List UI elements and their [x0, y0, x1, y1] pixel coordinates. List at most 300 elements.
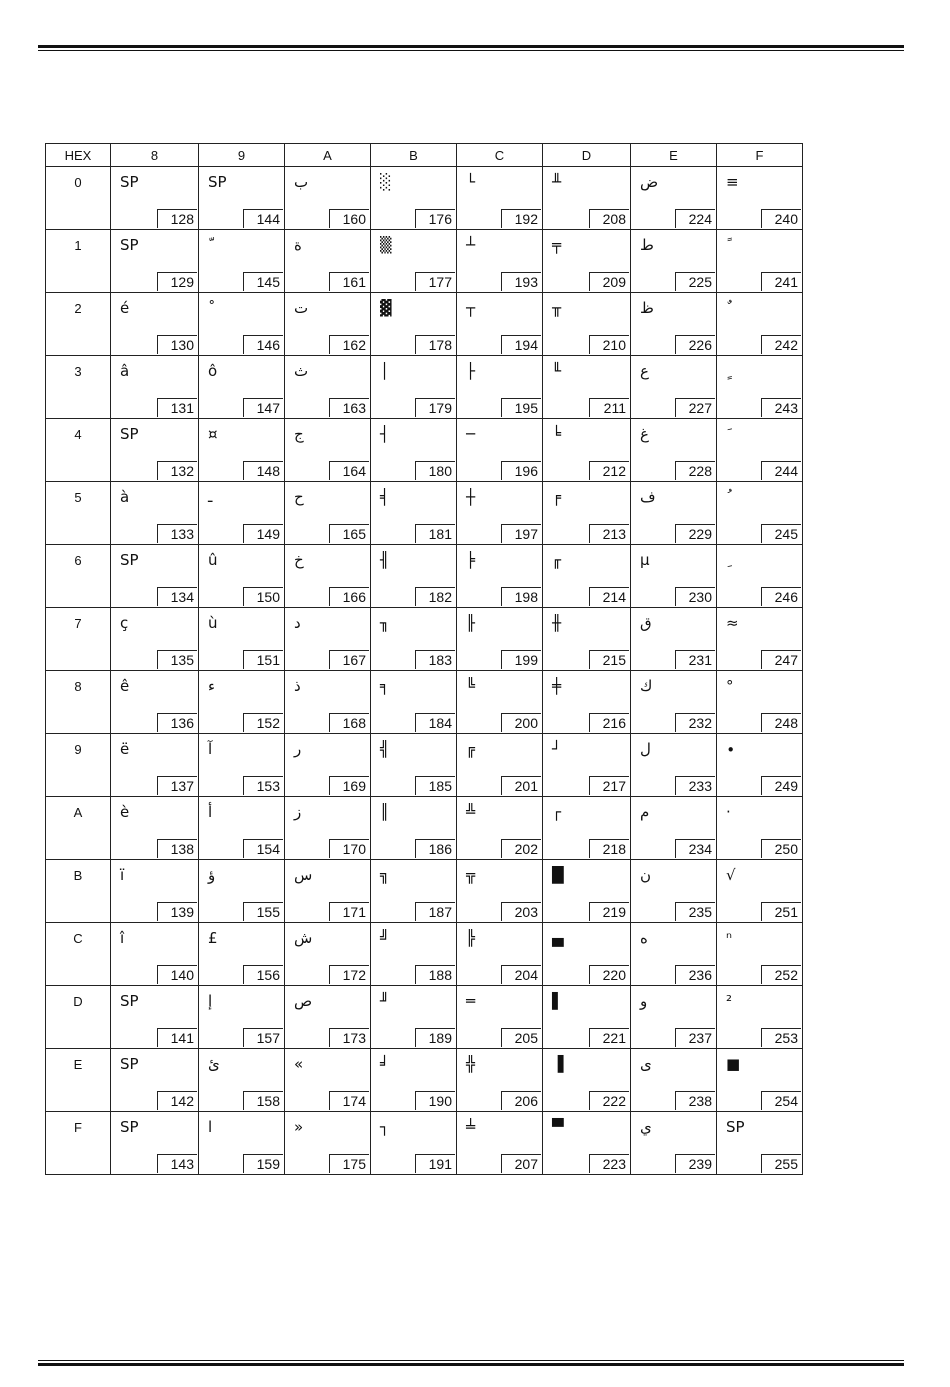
- char-glyph: ç: [120, 614, 129, 632]
- char-cell: [371, 860, 457, 923]
- decimal-code: 142: [157, 1091, 197, 1110]
- table-row: [46, 230, 803, 293]
- char-cell: [543, 482, 631, 545]
- char-cell: [285, 230, 371, 293]
- decimal-code: 166: [329, 587, 369, 606]
- char-glyph: ك: [640, 677, 653, 695]
- char-cell: [199, 986, 285, 1049]
- decimal-code: 177: [415, 272, 455, 291]
- char-cell: [371, 545, 457, 608]
- char-glyph: SP: [120, 173, 139, 191]
- row-hex-label: 2: [46, 293, 111, 356]
- decimal-code: 202: [501, 839, 541, 858]
- char-cell: [717, 419, 803, 482]
- char-glyph: è: [120, 803, 130, 821]
- char-cell: [199, 545, 285, 608]
- decimal-code: 160: [329, 209, 369, 228]
- char-cell: [631, 923, 717, 986]
- char-glyph: د: [294, 614, 301, 632]
- decimal-code: 144: [243, 209, 283, 228]
- row-hex-label: E: [46, 1049, 111, 1112]
- decimal-code: 156: [243, 965, 283, 984]
- decimal-code: 139: [157, 902, 197, 921]
- char-glyph: ┘: [552, 740, 562, 758]
- char-cell: [631, 545, 717, 608]
- decimal-code: 195: [501, 398, 541, 417]
- decimal-code: 216: [589, 713, 629, 732]
- decimal-code: 148: [243, 461, 283, 480]
- char-glyph: ≡: [726, 173, 739, 191]
- char-cell: [543, 797, 631, 860]
- decimal-code: 165: [329, 524, 369, 543]
- char-glyph: â: [120, 362, 130, 380]
- char-cell: [543, 419, 631, 482]
- table-row: [46, 734, 803, 797]
- char-cell: [285, 986, 371, 1049]
- column-header: A: [285, 144, 371, 167]
- char-cell: [199, 230, 285, 293]
- decimal-code: 170: [329, 839, 369, 858]
- char-cell: [717, 230, 803, 293]
- char-cell: [199, 356, 285, 419]
- char-cell: [111, 167, 199, 230]
- column-header: E: [631, 144, 717, 167]
- char-glyph: °: [726, 677, 734, 695]
- decimal-code: 141: [157, 1028, 197, 1047]
- decimal-code: 207: [501, 1154, 541, 1173]
- decimal-code: 201: [501, 776, 541, 795]
- char-cell: [111, 734, 199, 797]
- char-cell: [111, 671, 199, 734]
- char-glyph: ╝: [380, 929, 390, 947]
- char-cell: [457, 1049, 543, 1112]
- char-cell: [111, 986, 199, 1049]
- char-glyph: ط: [640, 236, 654, 254]
- char-glyph: ²: [726, 992, 733, 1010]
- char-cell: [371, 419, 457, 482]
- char-glyph: à: [120, 488, 130, 506]
- decimal-code: 155: [243, 902, 283, 921]
- char-glyph: ╜: [380, 992, 390, 1010]
- char-glyph: ╖: [380, 614, 390, 632]
- row-hex-label: 6: [46, 545, 111, 608]
- char-glyph: ┴: [466, 236, 476, 254]
- decimal-code: 189: [415, 1028, 455, 1047]
- char-cell: [111, 356, 199, 419]
- char-glyph: ┤: [380, 425, 390, 443]
- char-cell: [111, 1049, 199, 1112]
- char-glyph: ô: [208, 362, 218, 380]
- char-cell: [543, 293, 631, 356]
- char-cell: [199, 797, 285, 860]
- char-cell: [543, 167, 631, 230]
- char-cell: [285, 734, 371, 797]
- char-glyph: ▀: [552, 1118, 564, 1136]
- char-cell: [371, 356, 457, 419]
- char-cell: [457, 608, 543, 671]
- decimal-code: 159: [243, 1154, 283, 1173]
- decimal-code: 188: [415, 965, 455, 984]
- char-glyph: ░: [380, 173, 392, 191]
- decimal-code: 136: [157, 713, 197, 732]
- char-glyph: ├: [466, 362, 476, 380]
- decimal-code: 198: [501, 587, 541, 606]
- char-cell: [371, 230, 457, 293]
- char-cell: [717, 860, 803, 923]
- char-glyph: ض: [640, 173, 659, 191]
- decimal-code: 137: [157, 776, 197, 795]
- decimal-code: 133: [157, 524, 197, 543]
- char-cell: [543, 545, 631, 608]
- char-cell: [457, 419, 543, 482]
- char-glyph: آ: [208, 740, 213, 758]
- decimal-code: 128: [157, 209, 197, 228]
- char-glyph: ╙: [552, 362, 562, 380]
- char-glyph: ن: [640, 866, 652, 884]
- char-cell: [371, 167, 457, 230]
- char-cell: [199, 923, 285, 986]
- decimal-code: 242: [761, 335, 801, 354]
- decimal-code: 238: [675, 1091, 715, 1110]
- decimal-code: 175: [329, 1154, 369, 1173]
- decimal-code: 224: [675, 209, 715, 228]
- char-glyph: ت: [294, 299, 309, 317]
- decimal-code: 210: [589, 335, 629, 354]
- decimal-code: 223: [589, 1154, 629, 1173]
- decimal-code: 252: [761, 965, 801, 984]
- decimal-code: 246: [761, 587, 801, 606]
- decimal-code: 140: [157, 965, 197, 984]
- decimal-code: 179: [415, 398, 455, 417]
- char-glyph: µ: [640, 551, 650, 569]
- char-glyph: ║: [380, 803, 390, 821]
- decimal-code: 212: [589, 461, 629, 480]
- decimal-code: 145: [243, 272, 283, 291]
- char-glyph: ج: [294, 425, 304, 443]
- decimal-code: 213: [589, 524, 629, 543]
- decimal-code: 255: [761, 1154, 801, 1173]
- char-glyph: ╧: [466, 1118, 476, 1136]
- decimal-code: 134: [157, 587, 197, 606]
- row-hex-label: 3: [46, 356, 111, 419]
- char-glyph: ë: [120, 740, 130, 758]
- char-glyph: ╞: [466, 551, 476, 569]
- char-glyph: ╫: [552, 614, 562, 632]
- decimal-code: 178: [415, 335, 455, 354]
- hex-column-header: HEX: [46, 144, 111, 167]
- char-glyph: ╦: [466, 866, 476, 884]
- char-glyph: ù: [208, 614, 218, 632]
- char-glyph: ╕: [380, 677, 390, 695]
- char-glyph: ┐: [380, 1118, 390, 1136]
- decimal-code: 237: [675, 1028, 715, 1047]
- decimal-code: 219: [589, 902, 629, 921]
- char-cell: [111, 1112, 199, 1175]
- table-row: [46, 797, 803, 860]
- bottom-rule-thin: [38, 1360, 904, 1361]
- char-cell: [285, 860, 371, 923]
- char-cell: [717, 608, 803, 671]
- row-hex-label: C: [46, 923, 111, 986]
- decimal-code: 157: [243, 1028, 283, 1047]
- char-glyph: ╬: [466, 1055, 476, 1073]
- char-cell: [543, 1049, 631, 1112]
- decimal-code: 183: [415, 650, 455, 669]
- char-cell: [631, 419, 717, 482]
- char-glyph: ≈: [726, 614, 739, 632]
- decimal-code: 150: [243, 587, 283, 606]
- char-cell: [111, 482, 199, 545]
- char-cell: [371, 986, 457, 1049]
- char-glyph: │: [380, 362, 390, 380]
- char-glyph: «: [294, 1055, 304, 1073]
- decimal-code: 244: [761, 461, 801, 480]
- top-rule-thin: [38, 50, 904, 51]
- decimal-code: 163: [329, 398, 369, 417]
- char-cell: [457, 356, 543, 419]
- decimal-code: 180: [415, 461, 455, 480]
- decimal-code: 218: [589, 839, 629, 858]
- char-cell: [457, 545, 543, 608]
- char-glyph: ـ: [208, 488, 213, 506]
- char-glyph: ع: [640, 362, 649, 380]
- table-row: [46, 419, 803, 482]
- char-glyph: ا: [208, 1118, 213, 1136]
- char-cell: [111, 860, 199, 923]
- decimal-code: 135: [157, 650, 197, 669]
- decimal-code: 182: [415, 587, 455, 606]
- decimal-code: 206: [501, 1091, 541, 1110]
- char-cell: [371, 923, 457, 986]
- char-cell: [543, 986, 631, 1049]
- decimal-code: 240: [761, 209, 801, 228]
- decimal-code: 161: [329, 272, 369, 291]
- column-header: 9: [199, 144, 285, 167]
- decimal-code: 181: [415, 524, 455, 543]
- char-glyph: ق: [640, 614, 652, 632]
- decimal-code: 197: [501, 524, 541, 543]
- decimal-code: 254: [761, 1091, 801, 1110]
- char-cell: [631, 797, 717, 860]
- char-glyph: £: [208, 929, 218, 947]
- decimal-code: 236: [675, 965, 715, 984]
- decimal-code: 164: [329, 461, 369, 480]
- decimal-code: 217: [589, 776, 629, 795]
- decimal-code: 199: [501, 650, 541, 669]
- char-cell: [199, 482, 285, 545]
- char-cell: [457, 293, 543, 356]
- decimal-code: 225: [675, 272, 715, 291]
- table-row: [46, 293, 803, 356]
- row-hex-label: F: [46, 1112, 111, 1175]
- table-row: [46, 608, 803, 671]
- char-glyph: ┌: [552, 803, 562, 821]
- char-glyph: ز: [294, 803, 302, 821]
- decimal-code: 253: [761, 1028, 801, 1047]
- decimal-code: 249: [761, 776, 801, 795]
- char-cell: [457, 734, 543, 797]
- char-cell: [199, 167, 285, 230]
- char-glyph: م: [640, 803, 650, 821]
- char-cell: [457, 167, 543, 230]
- char-cell: [717, 356, 803, 419]
- char-glyph: ▓: [380, 299, 392, 317]
- decimal-code: 222: [589, 1091, 629, 1110]
- char-cell: [457, 1112, 543, 1175]
- char-cell: [631, 356, 717, 419]
- char-cell: [631, 734, 717, 797]
- char-cell: [717, 293, 803, 356]
- char-cell: [371, 671, 457, 734]
- char-cell: [111, 293, 199, 356]
- char-cell: [543, 923, 631, 986]
- table-row: [46, 671, 803, 734]
- char-cell: [285, 293, 371, 356]
- char-glyph: ═: [466, 992, 476, 1010]
- char-cell: [111, 923, 199, 986]
- char-glyph: SP: [208, 173, 227, 191]
- char-glyph: غ: [640, 425, 649, 443]
- char-glyph: ث: [294, 362, 309, 380]
- char-cell: [111, 230, 199, 293]
- decimal-code: 247: [761, 650, 801, 669]
- decimal-code: 215: [589, 650, 629, 669]
- decimal-code: 153: [243, 776, 283, 795]
- decimal-code: 200: [501, 713, 541, 732]
- row-hex-label: 4: [46, 419, 111, 482]
- char-glyph: SP: [120, 1055, 139, 1073]
- char-cell: [457, 986, 543, 1049]
- char-cell: [457, 482, 543, 545]
- char-cell: [631, 671, 717, 734]
- char-cell: [285, 608, 371, 671]
- decimal-code: 209: [589, 272, 629, 291]
- char-glyph: ╨: [552, 173, 562, 191]
- char-cell: [371, 293, 457, 356]
- char-glyph: ╤: [552, 236, 562, 254]
- char-glyph: ╘: [552, 425, 562, 443]
- decimal-code: 151: [243, 650, 283, 669]
- decimal-code: 248: [761, 713, 801, 732]
- table-row: [46, 545, 803, 608]
- char-cell: [631, 293, 717, 356]
- char-glyph: ح: [294, 488, 304, 506]
- char-cell: [631, 860, 717, 923]
- row-hex-label: B: [46, 860, 111, 923]
- char-cell: [199, 1112, 285, 1175]
- decimal-code: 221: [589, 1028, 629, 1047]
- char-cell: [631, 608, 717, 671]
- char-cell: [457, 923, 543, 986]
- char-glyph: ■: [726, 1055, 741, 1073]
- decimal-code: 132: [157, 461, 197, 480]
- decimal-code: 191: [415, 1154, 455, 1173]
- char-cell: [717, 482, 803, 545]
- char-glyph: ╗: [380, 866, 390, 884]
- char-glyph: ╢: [380, 551, 390, 569]
- char-glyph: و: [640, 992, 648, 1010]
- character-code-table: [45, 143, 803, 1175]
- char-glyph: أ: [208, 803, 213, 821]
- char-cell: [111, 797, 199, 860]
- decimal-code: 230: [675, 587, 715, 606]
- decimal-code: 129: [157, 272, 197, 291]
- row-hex-label: 5: [46, 482, 111, 545]
- top-rule: [38, 45, 904, 48]
- decimal-code: 143: [157, 1154, 197, 1173]
- char-cell: [199, 419, 285, 482]
- table-row: [46, 1049, 803, 1112]
- decimal-code: 250: [761, 839, 801, 858]
- decimal-code: 186: [415, 839, 455, 858]
- column-header: D: [543, 144, 631, 167]
- char-cell: [199, 608, 285, 671]
- char-glyph: ة: [294, 236, 302, 254]
- char-glyph: ▐: [552, 1055, 564, 1073]
- char-cell: [285, 482, 371, 545]
- char-cell: [457, 230, 543, 293]
- char-cell: [631, 1049, 717, 1112]
- row-hex-label: 7: [46, 608, 111, 671]
- char-cell: [631, 986, 717, 1049]
- decimal-code: 229: [675, 524, 715, 543]
- char-glyph: »: [294, 1118, 304, 1136]
- char-glyph: ي: [640, 1118, 652, 1136]
- char-cell: [543, 734, 631, 797]
- decimal-code: 147: [243, 398, 283, 417]
- char-cell: [285, 419, 371, 482]
- char-cell: [717, 923, 803, 986]
- char-glyph: س: [294, 866, 313, 884]
- char-glyph: ╔: [466, 740, 476, 758]
- char-glyph: ╡: [380, 488, 390, 506]
- char-cell: [285, 356, 371, 419]
- decimal-code: 208: [589, 209, 629, 228]
- char-glyph: ص: [294, 992, 313, 1010]
- char-glyph: ل: [640, 740, 651, 758]
- decimal-code: 176: [415, 209, 455, 228]
- char-cell: [111, 545, 199, 608]
- row-hex-label: A: [46, 797, 111, 860]
- char-cell: [631, 167, 717, 230]
- char-cell: [717, 1049, 803, 1112]
- char-glyph: ▌: [552, 992, 564, 1010]
- char-cell: [457, 671, 543, 734]
- decimal-code: 245: [761, 524, 801, 543]
- decimal-code: 146: [243, 335, 283, 354]
- char-glyph: ه: [640, 929, 648, 947]
- char-glyph: √: [726, 866, 736, 884]
- bottom-rule: [38, 1363, 904, 1366]
- char-cell: [457, 797, 543, 860]
- decimal-code: 233: [675, 776, 715, 795]
- decimal-code: 131: [157, 398, 197, 417]
- char-glyph: ╩: [466, 803, 476, 821]
- char-glyph: خ: [294, 551, 304, 569]
- char-glyph: ┼: [466, 488, 476, 506]
- char-cell: [285, 545, 371, 608]
- char-glyph: ب: [294, 173, 309, 191]
- table-row: [46, 1112, 803, 1175]
- char-glyph: ╚: [466, 677, 476, 695]
- decimal-code: 203: [501, 902, 541, 921]
- decimal-code: 168: [329, 713, 369, 732]
- char-glyph: SP: [120, 992, 139, 1010]
- char-glyph: ظ: [640, 299, 654, 317]
- decimal-code: 235: [675, 902, 715, 921]
- decimal-code: 231: [675, 650, 715, 669]
- column-header: F: [717, 144, 803, 167]
